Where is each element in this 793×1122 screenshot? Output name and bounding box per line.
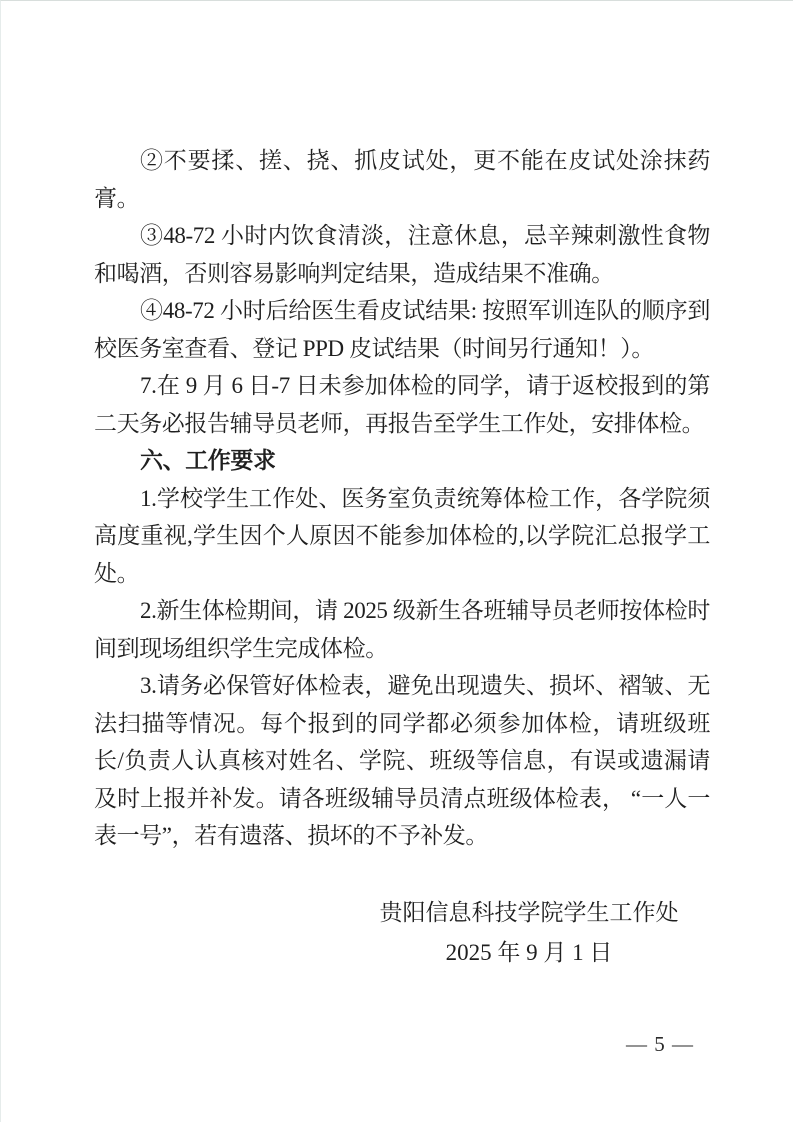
signature-block — [359, 893, 699, 973]
signature-date: 2025 年 9 月 1 日 — [445, 940, 613, 965]
section-item-1: 1.学校学生工作处、医务室负责统筹体检工作，各学院须高度重视,学生因个人原因不能参加体检的,以学院汇总报学工处。 — [94, 485, 710, 586]
paragraph-circled-3: ③48-72 小时内饮食清淡，注意休息，忌辛辣刺激性食物和喝酒，否则容易影响判定结果，造成结果不准确。 — [94, 223, 710, 286]
document-body — [94, 142, 710, 855]
section-item-2: 2.新生体检期间，请 2025 级新生各班辅导员老师按体检时间到现场组织学生完成体检。 — [94, 598, 710, 661]
paragraph-circled-2: ②不要揉、搓、挠、抓皮试处，更不能在皮试处涂抹药膏。 — [94, 148, 710, 211]
paragraph-item-7: 7.在 9 月 6 日-7 日未参加体检的同学，请于返校报到的第二天务必报告辅导员老师，再报告至学生工作处，安排体检。 — [94, 373, 710, 436]
section-item-3: 3.请务必保管好体检表，避免出现遗失、损坏、褶皱、无法扫描等情况。每个报到的同学都必须参加体检，请班级班长/负责人认真核对姓名、学院、班级等信息，有误或遗漏请及时上报并补发。请各班级辅导员清点班级体检表， “一人一表一号”，若有遗落、损坏的不予补发。 — [94, 673, 710, 848]
section-heading: 六、工作要求 — [140, 448, 276, 473]
signature-org: 贵阳信息科技学院学生工作处 — [379, 900, 679, 925]
paragraph-circled-4: ④48-72 小时后给医生看皮试结果: 按照军训连队的顺序到校医务室查看、登记 PPD 皮试结果（时间另行通知！）。 — [94, 298, 710, 361]
page-number: — 5 — — [626, 1032, 694, 1056]
